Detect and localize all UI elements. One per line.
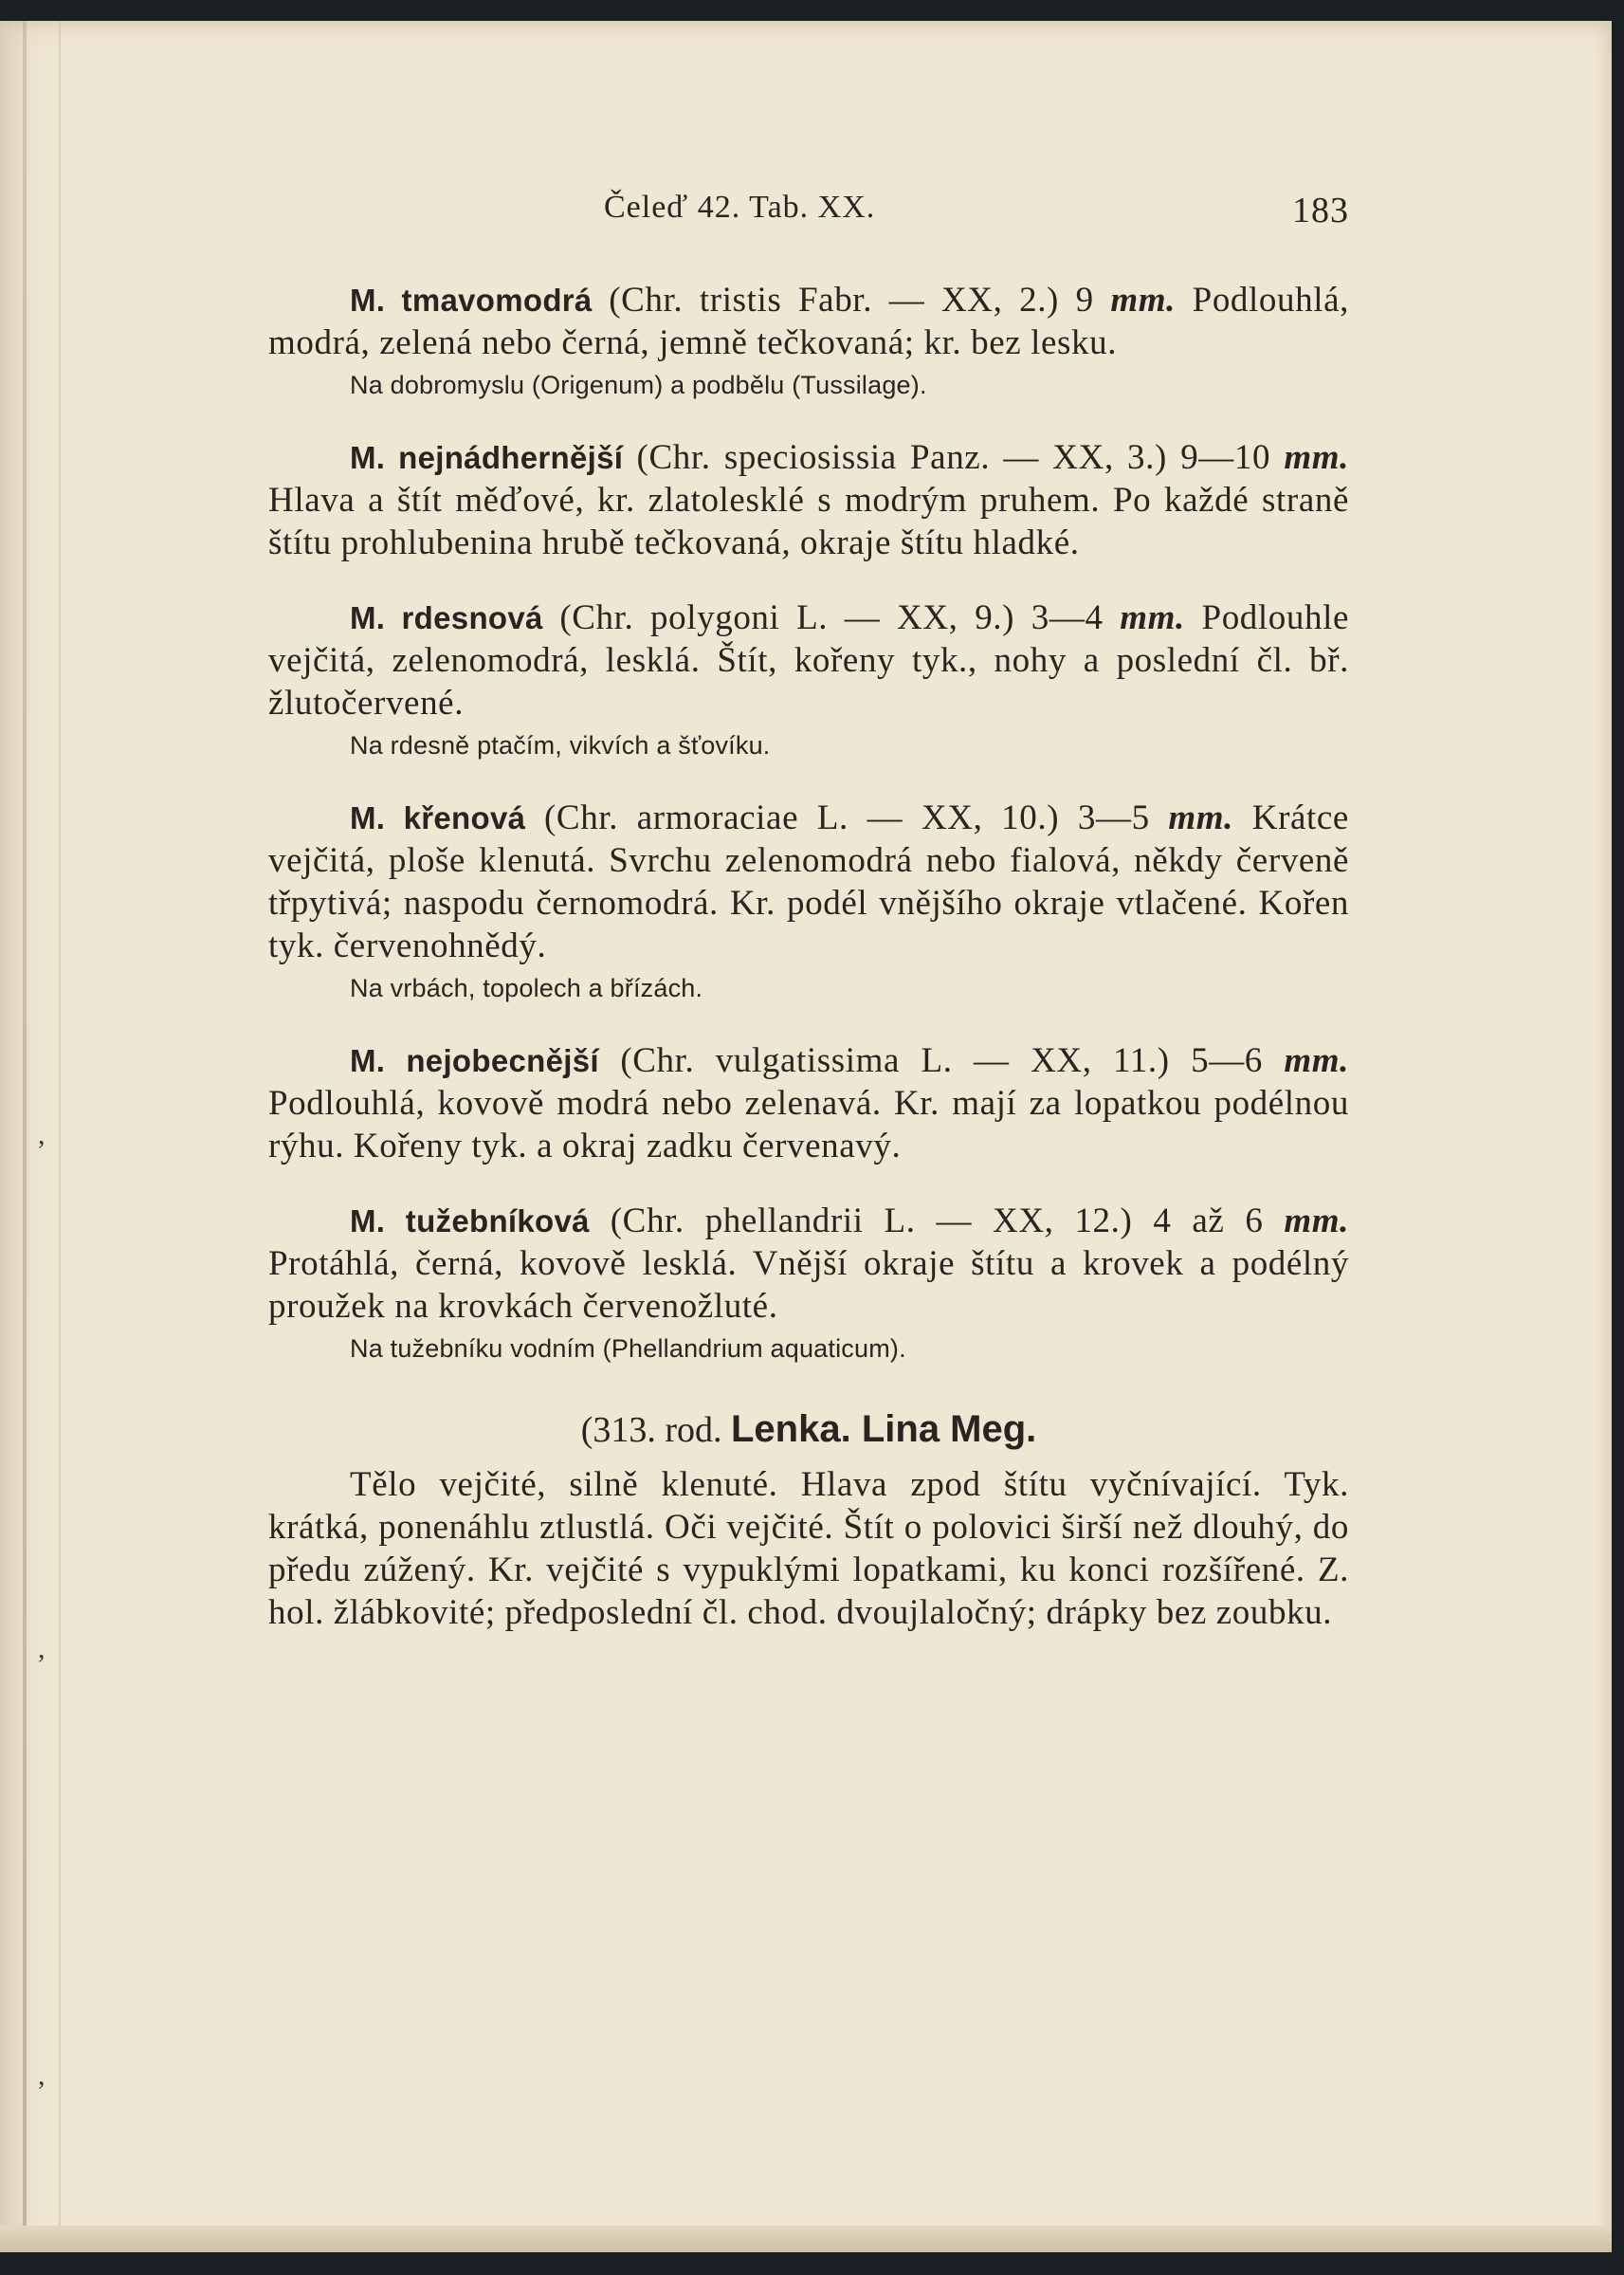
page-number: 183 (1292, 191, 1349, 230)
genus-prefix: (313. rod. (580, 1410, 722, 1450)
species-host-note: Na tužebníku vodním (Phellandrium aquaticum). (350, 1334, 906, 1363)
size-unit: mm. (1284, 438, 1350, 477)
species-name: M. křenová (350, 800, 526, 835)
page-bottom-edge (0, 2226, 1612, 2252)
species-name: M. nejobecnější (350, 1043, 599, 1078)
species-name: M. nejnádhernější (350, 440, 624, 475)
species-description: Podlouhlá, modrá, zelená nebo černá, jemně tečkovaná; kr. bez lesku. (268, 281, 1349, 362)
page-margin-line (59, 21, 61, 2252)
size-unit: mm. (1284, 1202, 1349, 1240)
species-host-note: Na dobromyslu (Origenum) a podbělu (Tussilage). (350, 371, 927, 399)
entry-text (268, 797, 1349, 967)
entry-text (268, 1039, 1349, 1167)
species-name: M. rdesnová (350, 600, 543, 635)
size-unit: mm. (1168, 798, 1234, 837)
species-entry (268, 596, 1349, 764)
size-unit: mm. (1284, 1041, 1349, 1080)
running-head (268, 190, 1349, 237)
species-description: Podlouhlá, kovově modrá nebo zelenavá. Kr. mají za lopatkou podélnou rýhu. Kořeny tyk. a okraj zadku červenavý. (268, 1084, 1349, 1165)
species-entry (268, 436, 1349, 564)
species-entry (268, 279, 1349, 404)
size-unit: mm. (1120, 598, 1185, 637)
size-unit: mm. (1110, 281, 1176, 320)
margin-mark: , (38, 1119, 46, 1150)
species-description: Krátce vejčitá, ploše klenutá. Svrchu zelenomodrá nebo fialová, někdy červeně třpytivá; naspodu černomodrá. Kr. podél vnějšího okraje vtlačené. Kořen tyk. červenohnědý. (268, 798, 1349, 965)
margin-mark: , (38, 2060, 46, 2091)
species-description: Hlava a štít měďové, kr. zlatolesklé s modrým pruhem. Po každé straně štítu prohlubenina hrubě tečkovaná, okraje štítu hladké. (268, 481, 1349, 562)
book-page (0, 21, 1612, 2252)
running-title: Čeleď 42. Tab. XX. (604, 190, 876, 225)
species-entry (268, 797, 1349, 1007)
genus-description-block (268, 1463, 1349, 1634)
page-fold-shadow (23, 21, 27, 2252)
species-ref: (Chr. tristis Fabr. — XX, 2.) 9 (609, 281, 1094, 320)
species-host-note: Na vrbách, topolech a břízách. (350, 974, 703, 1002)
entry-text (268, 1200, 1349, 1328)
species-ref: (Chr. polygoni L. — XX, 9.) 3—4 (559, 598, 1104, 637)
species-ref: (Chr. phellandrii L. — XX, 12.) 4 až 6 (610, 1202, 1264, 1240)
entry-text (268, 596, 1349, 725)
species-entry (268, 1039, 1349, 1167)
species-name: M. tužebníková (350, 1203, 590, 1238)
species-ref: (Chr. vulgatissima L. — XX, 11.) 5—6 (620, 1041, 1263, 1080)
species-description: Podlouhle vejčitá, zelenomodrá, lesklá. Štít, kořeny tyk., nohy a poslední čl. bř. žlutočervené. (268, 598, 1349, 723)
entry-text (268, 279, 1349, 364)
species-description: Protáhlá, černá, kovově lesklá. Vnější okraje štítu a krovek a podélný proužek na krovkách červenožluté. (268, 1244, 1349, 1326)
species-entry (268, 1200, 1349, 1367)
margin-mark: , (38, 1633, 46, 1664)
species-ref: (Chr. speciosissia Panz. — XX, 3.) 9—10 (636, 438, 1271, 477)
species-host-note: Na rdesně ptačím, vikvích a šťovíku. (350, 731, 771, 760)
text-column (268, 190, 1349, 1634)
genus-heading (268, 1405, 1349, 1454)
entry-text (268, 436, 1349, 564)
genus-name: Lenka. Lina Meg. (731, 1408, 1037, 1450)
species-name: M. tmavomodrá (350, 283, 593, 318)
genus-description: Tělo vejčité, silně klenuté. Hlava zpod štítu vyčnívající. Tyk. krátká, ponenáhlu ztlustlá. Oči vejčité. Štít o polovici širší než dlouhý, do předu zúžený. Kr. vejčité s vypuklými lopatkami, ku konci rozšířené. Z. hol. žlábkovité; předposlední čl. chod. dvoujlaločný; drápky bez zoubku. (268, 1465, 1349, 1632)
species-ref: (Chr. armoraciae L. — XX, 10.) 3—5 (544, 798, 1150, 837)
